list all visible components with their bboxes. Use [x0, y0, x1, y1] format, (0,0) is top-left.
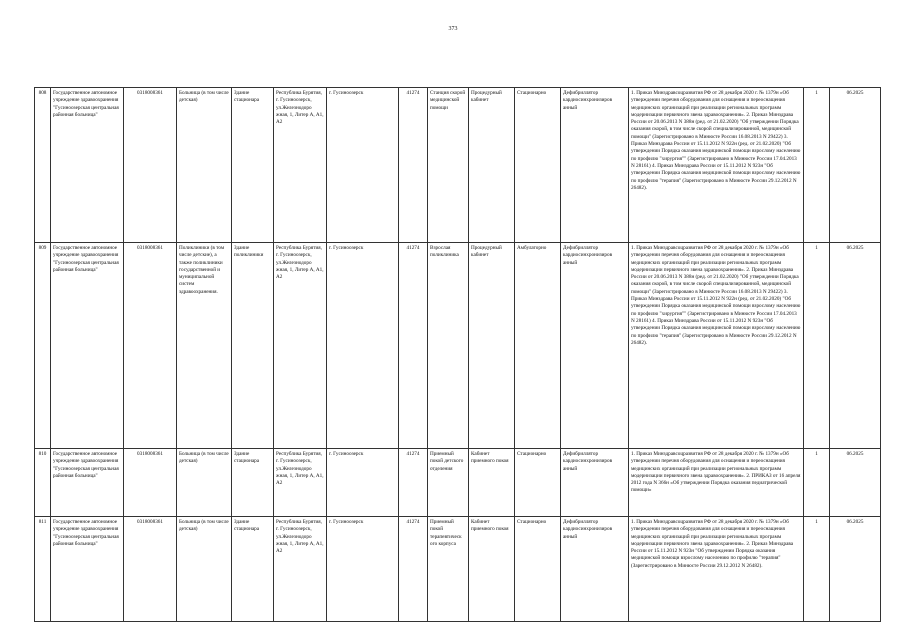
- delivery-date: 06.2025: [830, 88, 881, 243]
- inn-code: 0318008361: [124, 243, 177, 449]
- legal-basis: 1. Приказ Минздравсоцразвития РФ от 28 декабря 2020 г. № 1379н «Об утверждении перечня оборудования для оснащения и переоснащения медицинских организаций при реализации региональных программ модернизации первичного звена здравоохранения». 2. Приказ Минздрава России от 20.06.2013 N 388н (ред. от 21.02.2020) "Об утверждении Порядка оказания скорой, в том числе скорой специализированной, медицинской помощи" (Зарегистрировано в Минюсте России 16.08.2013 N 29422) 3. Приказ Минздрава России от 15.11.2012 N 922н (ред. от 21.02.2020) "Об утверждении Порядка оказания медицинской помощи взрослому населению по профилю "хирургия"" (Зарегистрировано в Минюсте России 17.04.2013 N 28161) 4. Приказ Минздрава России от 15.11.2012 N 923н "Об утверждении Порядка оказания медицинской помощи взрослому населению по профилю "терапия" (Зарегистрировано в Минюсте России 29.12.2012 N 26482).: [629, 243, 804, 449]
- delivery-date: 06.2025: [830, 517, 881, 622]
- row-number: 809: [35, 243, 51, 449]
- room-name: Кабинет приемного покоя: [469, 517, 515, 622]
- facility-address: Республика Бурятия, г. Гусиноозерск, ул.Железнодоро жная, 1, Литер А, А1, А2: [274, 517, 327, 622]
- delivery-date: 06.2025: [830, 449, 881, 517]
- care-condition: Стационарно: [515, 517, 561, 622]
- city-name: г. Гусиноозерск: [327, 243, 399, 449]
- quantity: 1: [804, 88, 830, 243]
- room-name: Процедурный кабинет: [469, 88, 515, 243]
- oktmo-code: 41274: [399, 517, 428, 622]
- building-name: Здание стационара: [232, 88, 274, 243]
- equipment-name: Дефибриллятор кардиосинхронизиров анный: [561, 243, 629, 449]
- city-name: г. Гусиноозерск: [327, 88, 399, 243]
- room-name: Кабинет приемного покоя: [469, 449, 515, 517]
- quantity: 1: [804, 449, 830, 517]
- oktmo-code: 41274: [399, 243, 428, 449]
- page-number: 373: [448, 26, 458, 32]
- building-name: Здание стационара: [232, 449, 274, 517]
- facility-address: Республика Бурятия, г. Гусиноозерск, ул.Железнодоро жная, 1, Литер А, А1, А2: [274, 88, 327, 243]
- organization-name: Государственное автономное учреждение здравоохранения "Гусиноозерская центральная районная больница": [51, 88, 124, 243]
- facility-address: Республика Бурятия, г. Гусиноозерск, ул.Железнодоро жная, 1, Литер А, А1, А2: [274, 243, 327, 449]
- room-name: Процедурный кабинет: [469, 243, 515, 449]
- equipment-table: [34, 87, 881, 622]
- city-name: г. Гусиноозерск: [327, 517, 399, 622]
- delivery-date: 06.2025: [830, 243, 881, 449]
- facility-type: Больница (в том числе детская): [177, 517, 232, 622]
- legal-basis: 1. Приказ Минздравсоцразвития РФ от 28 декабря 2020 г. № 1379н «Об утверждении перечня оборудования для оснащения и переоснащения медицинских организаций при реализации региональных программ модернизации первичного звена здравоохранения». 2. Приказ Минздрава России от 15.11.2012 N 923н "Об утверждении Порядка оказания медицинской помощи взрослому населению по профилю "терапия" (Зарегистрировано в Минюсте России 29.12.2012 N 26482).: [629, 517, 804, 622]
- city-name: г. Гусиноозерск: [327, 449, 399, 517]
- equipment-name: Дефибриллятор кардиосинхронизиров анный: [561, 88, 629, 243]
- facility-address: Республика Бурятия, г. Гусиноозерск, ул.Железнодоро жная, 1, Литер А, А1, А2: [274, 449, 327, 517]
- department-name: Приемный покой терапевтическ ого корпуса: [428, 517, 469, 622]
- care-condition: Стационарно: [515, 88, 561, 243]
- facility-type: Поликлиники (в том числе детские), а также поликлиники государственной и муниципальной систем здравоохранения.: [177, 243, 232, 449]
- department-name: Станция скорой медицинской помощи: [428, 88, 469, 243]
- row-number: 811: [35, 517, 51, 622]
- row-number: 810: [35, 449, 51, 517]
- table-row: [35, 517, 881, 622]
- building-name: Здание стационара: [232, 517, 274, 622]
- organization-name: Государственное автономное учреждение здравоохранения "Гусиноозерская центральная районная больница": [51, 517, 124, 622]
- table-row: [35, 449, 881, 517]
- facility-type: Больница (в том числе детская): [177, 449, 232, 517]
- inn-code: 0318008361: [124, 88, 177, 243]
- legal-basis: 1. Приказ Минздравсоцразвития РФ от 28 декабря 2020 г. № 1379н «Об утверждении перечня оборудования для оснащения и переоснащения медицинских организаций при реализации региональных программ модернизации первичного звена здравоохранения». 2. ПРИКАЗ от 16 апреля 2012 года N 366н «Об утверждении Порядка оказания педиатрической помощи»: [629, 449, 804, 517]
- equipment-name: Дефибриллятор кардиосинхронизиров анный: [561, 449, 629, 517]
- department-name: Взрослая поликлиника: [428, 243, 469, 449]
- oktmo-code: 41274: [399, 88, 428, 243]
- department-name: Приемный покой детского отделения: [428, 449, 469, 517]
- facility-type: Больница (в том числе детская): [177, 88, 232, 243]
- inn-code: 0318008361: [124, 517, 177, 622]
- inn-code: 0318008361: [124, 449, 177, 517]
- building-name: Здание поликлиники: [232, 243, 274, 449]
- equipment-name: Дефибриллятор кардиосинхронизиров анный: [561, 517, 629, 622]
- care-condition: Стационарно: [515, 449, 561, 517]
- care-condition: Амбулаторно: [515, 243, 561, 449]
- row-number: 808: [35, 88, 51, 243]
- organization-name: Государственное автономное учреждение здравоохранения "Гусиноозерская центральная районная больница": [51, 449, 124, 517]
- organization-name: Государственное автономное учреждение здравоохранения "Гусиноозерская центральная районная больница": [51, 243, 124, 449]
- oktmo-code: 41274: [399, 449, 428, 517]
- quantity: 1: [804, 243, 830, 449]
- table-row: [35, 243, 881, 449]
- quantity: 1: [804, 517, 830, 622]
- table-row: [35, 88, 881, 243]
- legal-basis: 1. Приказ Минздравсоцразвития РФ от 28 декабря 2020 г. № 1379н «Об утверждении перечня оборудования для оснащения и переоснащения медицинских организаций при реализации региональных программ модернизации первичного звена здравоохранения». 2. Приказ Минздрава России от 20.06.2013 N 388н (ред. от 21.02.2020) "Об утверждении Порядка оказания скорой, в том числе скорой специализированной, медицинской помощи" (Зарегистрировано в Минюсте России 16.08.2013 N 29422) 3. Приказ Минздрава России от 15.11.2012 N 922н (ред. от 21.02.2020) "Об утверждении Порядка оказания медицинской помощи взрослому населению по профилю "хирургия"" (Зарегистрировано в Минюсте России 17.04.2013 N 28161) 4. Приказ Минздрава России от 15.11.2012 N 923н "Об утверждении Порядка оказания медицинской помощи взрослому населению по профилю "терапия" (Зарегистрировано в Минюсте России 29.12.2012 N 26482).: [629, 88, 804, 243]
